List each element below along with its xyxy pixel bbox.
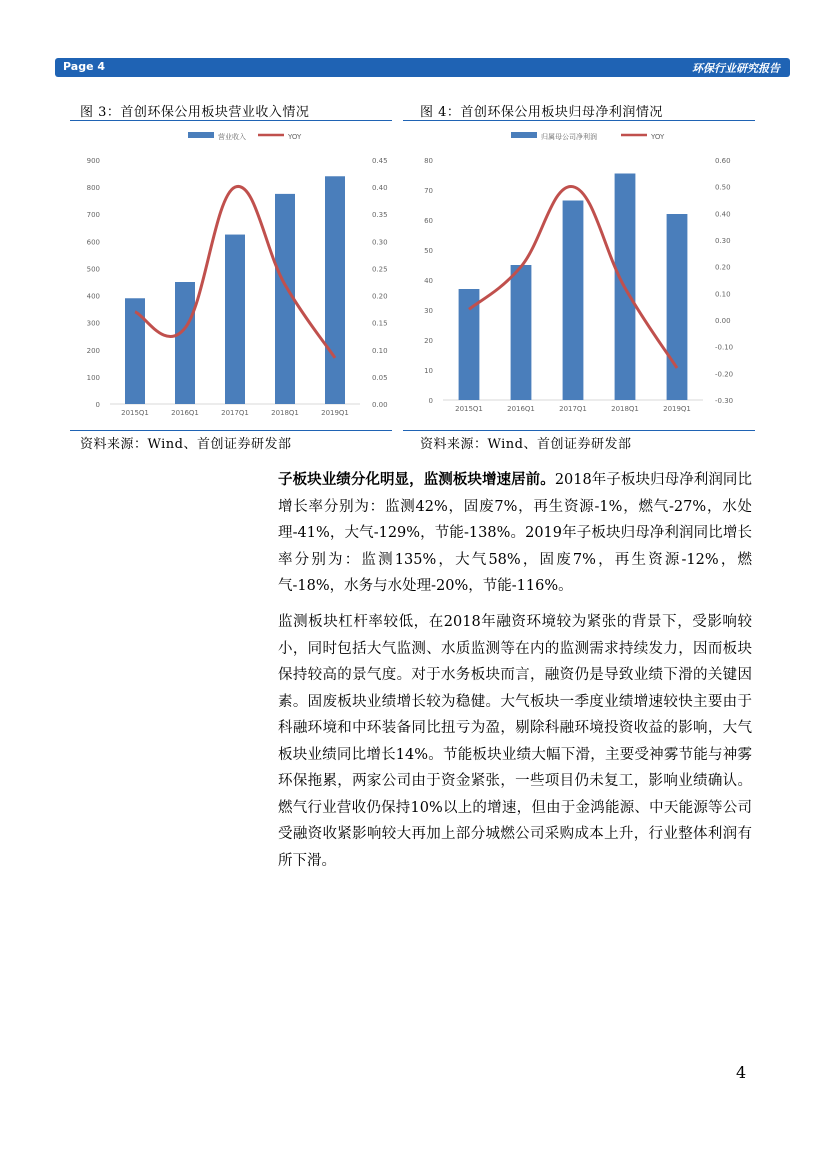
figure-4-source: 资料来源：Wind、首创证券研发部 — [420, 437, 632, 452]
y-right-tick: 0.20 — [715, 263, 731, 272]
y-left-tick: 100 — [86, 373, 100, 382]
net-profit-chart — [403, 122, 755, 428]
y-right-tick: 0.45 — [372, 157, 388, 165]
bar-2016Q1 — [511, 265, 532, 400]
x-tick-label: 2019Q1 — [321, 409, 349, 417]
bar-2019Q1 — [325, 176, 345, 404]
report-label: 环保行业研究报告 — [692, 62, 780, 75]
y-left-tick: 20 — [424, 337, 433, 345]
y-right-tick: 0.15 — [372, 319, 388, 328]
y-left-tick: 50 — [424, 247, 433, 255]
y-left-tick: 200 — [86, 346, 100, 355]
y-left-tick: 400 — [86, 292, 100, 301]
y-right-tick: 0.25 — [372, 265, 388, 274]
y-right-tick: 0.10 — [372, 346, 388, 355]
x-tick-label: 2018Q1 — [271, 409, 299, 417]
y-right-tick: -0.30 — [715, 397, 734, 405]
figure-3-top-rule — [70, 120, 392, 121]
y-right-tick: 0.00 — [372, 401, 388, 409]
x-tick-label: 2017Q1 — [221, 409, 249, 417]
legend-bar-swatch — [511, 132, 537, 138]
y-left-tick: 900 — [86, 157, 100, 165]
y-right-tick: 0.60 — [715, 157, 731, 165]
legend-bar-swatch — [188, 132, 214, 138]
x-tick-label: 2016Q1 — [507, 405, 535, 413]
figure-4-top-rule — [403, 120, 755, 121]
x-tick-label: 2019Q1 — [663, 405, 691, 413]
legend-line-label: YOY — [288, 133, 302, 141]
header-bar — [55, 58, 790, 77]
y-left-tick: 500 — [86, 265, 100, 274]
figure-4-bottom-rule — [403, 430, 755, 431]
paragraph-1-lead: 子板块业绩分化明显，监测板块增速居前。 — [278, 471, 555, 488]
y-right-tick: 0.30 — [715, 237, 731, 245]
x-tick-label: 2016Q1 — [171, 409, 199, 417]
y-left-tick: 10 — [424, 367, 433, 375]
bar-2017Q1 — [225, 235, 245, 404]
legend-line-label: YOY — [651, 133, 665, 141]
y-left-tick: 40 — [424, 277, 433, 285]
bar-2016Q1 — [175, 282, 195, 404]
y-left-tick: 800 — [86, 184, 100, 193]
y-right-tick: 0.50 — [715, 183, 731, 192]
paragraph-1 — [278, 467, 752, 600]
y-left-tick: 700 — [86, 211, 100, 220]
y-right-tick: 0.10 — [715, 290, 731, 299]
y-right-tick: 0.30 — [372, 238, 388, 247]
y-right-tick: 0.20 — [372, 292, 388, 301]
x-tick-label: 2018Q1 — [611, 405, 639, 413]
y-left-tick: 70 — [424, 187, 433, 195]
paragraph-2: 监测板块杠杆率较低，在2018年融资环境较为紧张的背景下，受影响较小，同时包括大气监测、水质监测等在内的监测需求持续发力，因而板块保持较高的景气度。对于水务板块而言，融资仍是导致业绩下滑的关键因素。固废板块业绩增长较为稳健。大气板块一季度业绩增速较快主要由于科融环境和中环装备同比扭亏为盈，剔除科融环境投资收益的影响，大气板块业绩同比增长14%。节能板块业绩大幅下滑，主要受神雾节能与神雾环保拖累，两家公司由于资金紧张，一些项目仍未复工，影响业绩确认。燃气行业营收仍保持10%以上的增速，但由于金鸿能源、中天能源等公司受融资收紧影响较大再加上部分城燃公司采购成本上升，行业整体利润有所下滑。 — [278, 614, 752, 869]
bar-2019Q1 — [667, 214, 688, 400]
legend-bar-label: 归属母公司净利润 — [541, 133, 597, 141]
bar-2015Q1 — [125, 298, 145, 404]
y-left-tick: 80 — [424, 157, 433, 165]
y-left-tick: 30 — [424, 307, 433, 315]
figure-3-title: 图 3：首创环保公用板块营业收入情况 — [80, 105, 310, 120]
y-right-tick: -0.20 — [715, 370, 734, 379]
y-right-tick: 0.40 — [715, 210, 731, 219]
y-left-tick: 0 — [428, 397, 433, 405]
y-right-tick: 0.35 — [372, 211, 388, 220]
revenue-chart — [70, 122, 392, 428]
y-left-tick: 0 — [95, 401, 100, 409]
y-right-tick: 0.00 — [715, 317, 731, 325]
legend-bar-label: 营业收入 — [218, 133, 246, 141]
x-tick-label: 2015Q1 — [455, 405, 483, 413]
x-tick-label: 2015Q1 — [121, 409, 149, 417]
y-left-tick: 300 — [86, 319, 100, 328]
paragraph-1-text: 2018年子板块归母净利润同比增长率分别为：监测42%，固废7%，再生资源-1%，燃气-27%，水处理-41%，大气-129%，节能-138%。2019年子板块归母净利润同比增长率分别为：监测135%，大气58%，固废7%，再生资源-12%，燃气-18%，水务与水处理-20%，节能-116%。 — [278, 472, 752, 594]
figure-4-title: 图 4：首创环保公用板块归母净利润情况 — [420, 105, 663, 120]
bar-2017Q1 — [563, 201, 584, 401]
y-left-tick: 600 — [86, 238, 100, 247]
figure-3-source: 资料来源：Wind、首创证券研发部 — [80, 437, 292, 452]
y-right-tick: 0.05 — [372, 373, 388, 382]
page-number: 4 — [736, 1063, 747, 1082]
page-label: Page 4 — [63, 60, 106, 73]
y-left-tick: 60 — [424, 217, 433, 225]
y-right-tick: 0.40 — [372, 184, 388, 193]
y-right-tick: -0.10 — [715, 343, 734, 352]
x-tick-label: 2017Q1 — [559, 405, 587, 413]
figure-3-bottom-rule — [70, 430, 392, 431]
